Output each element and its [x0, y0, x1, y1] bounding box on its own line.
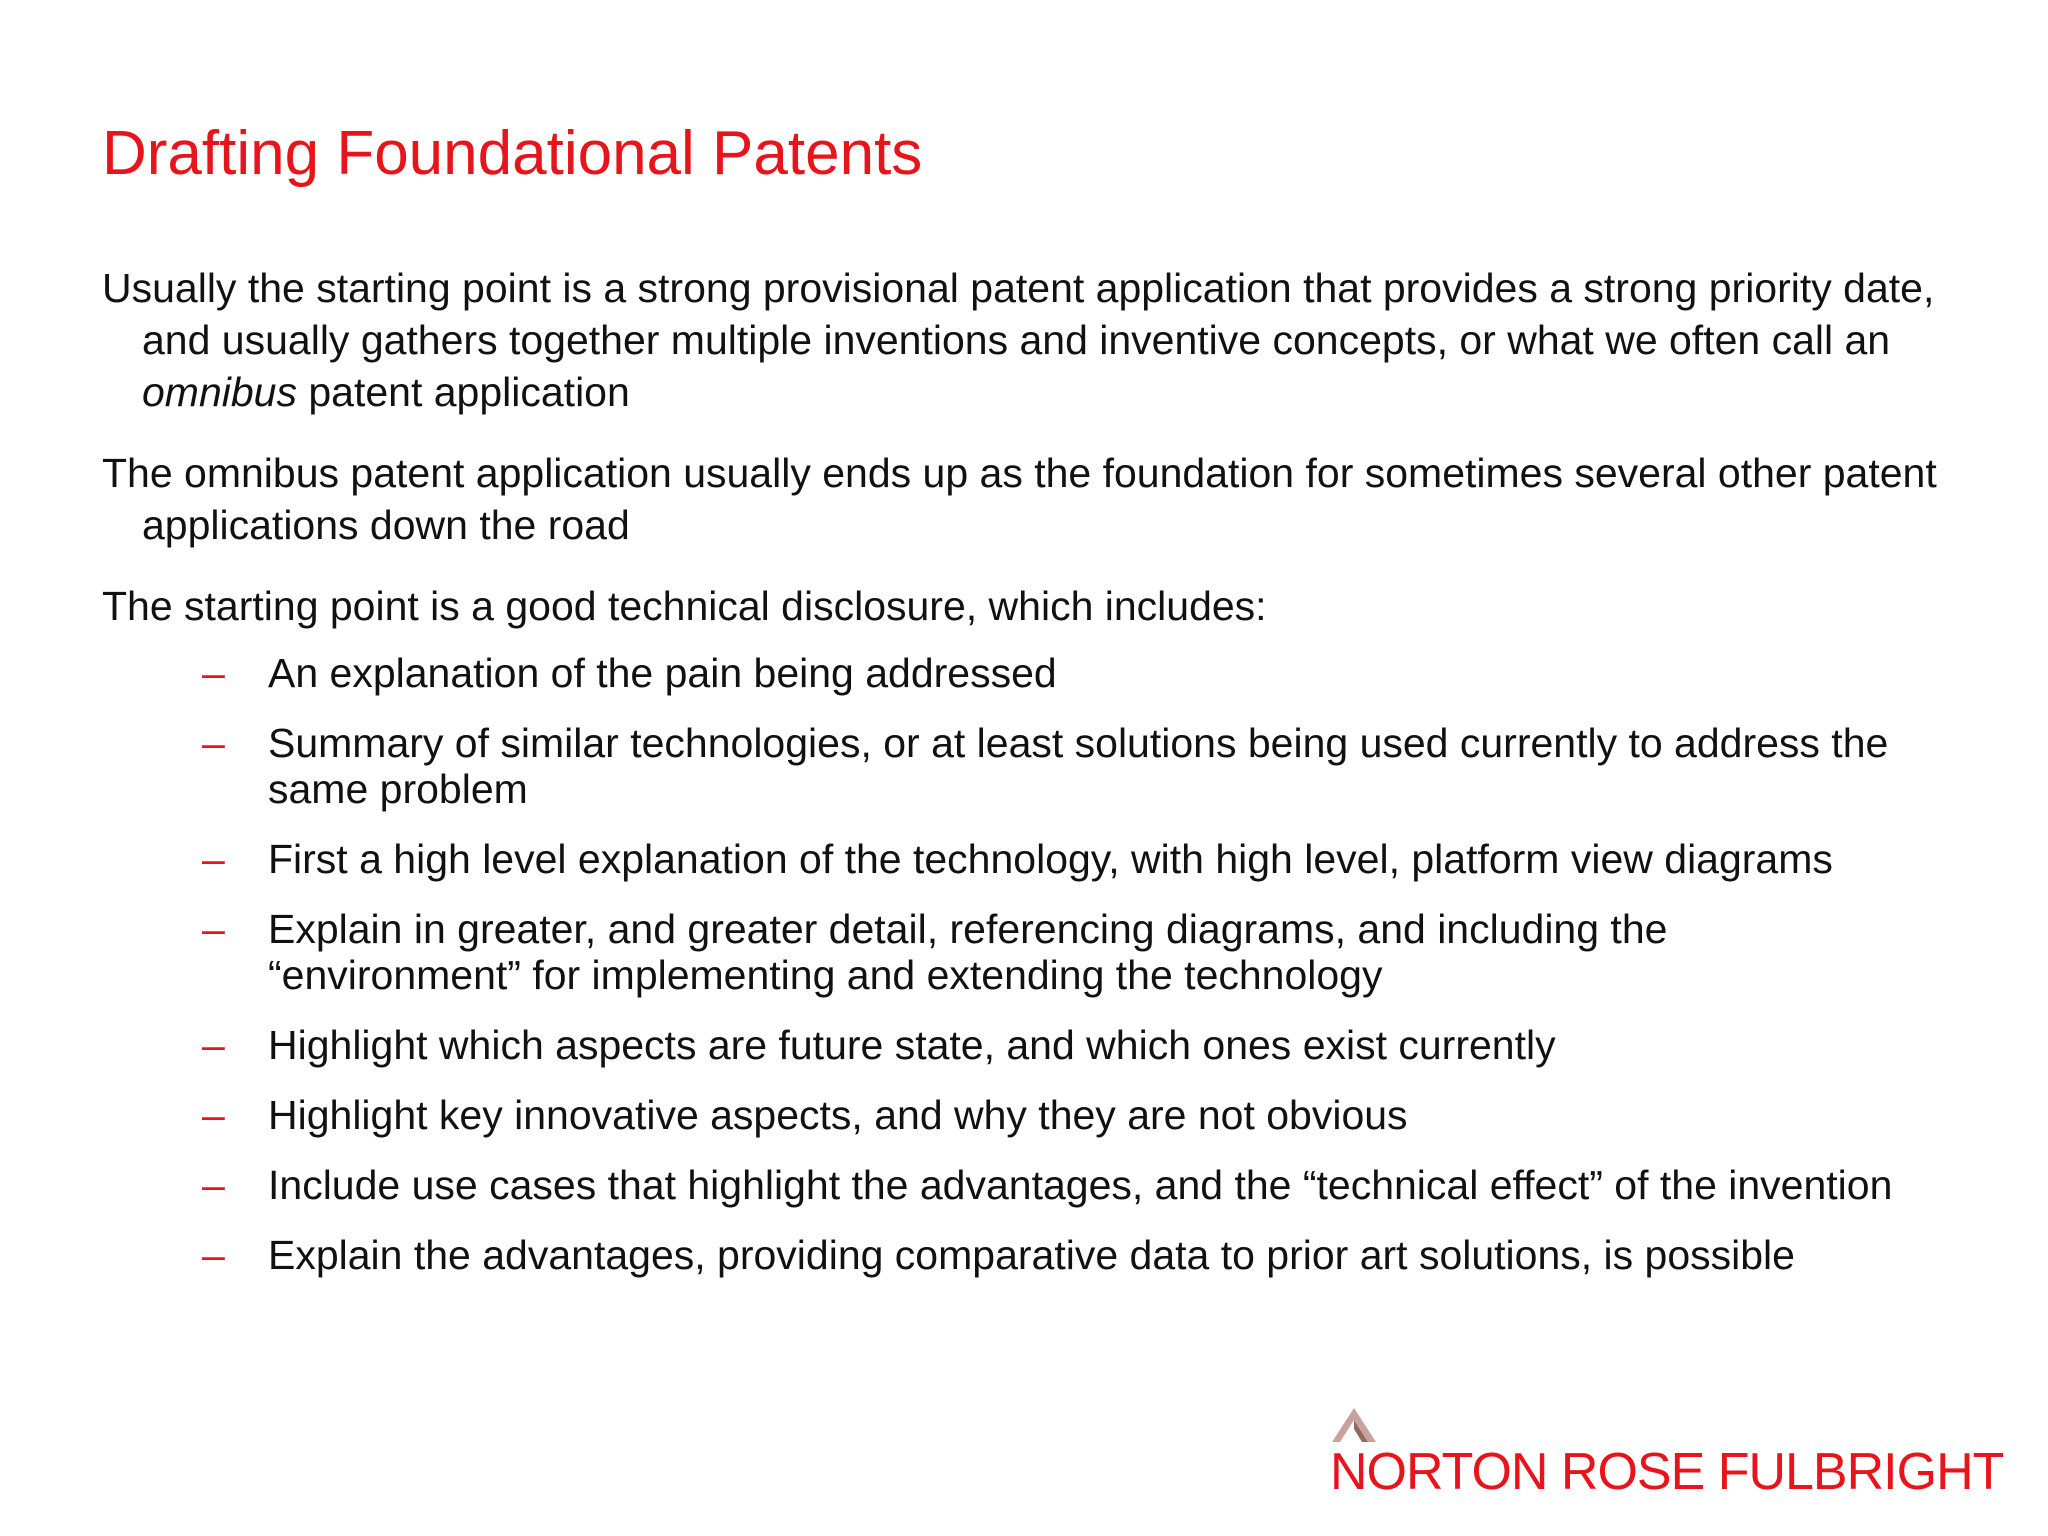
- paragraph-omnibus-foundation: The omnibus patent application usually ends up as the foundation for sometimes several other patent applications down the road: [102, 450, 1937, 548]
- bullet-item: [102, 1022, 1928, 1068]
- bullet-text: First a high level explanation of the technology, with high level, platform view diagrams: [268, 836, 1833, 882]
- bullet-text: Explain the advantages, providing comparative data to prior art solutions, is possible: [268, 1232, 1795, 1278]
- bullet-text: Highlight key innovative aspects, and why they are not obvious: [268, 1092, 1408, 1138]
- paragraph-omnibus-intro-text: Usually the starting point is a strong provisional patent application that provides a strong priority date, and usually gathers together multiple inventions and inventive concepts, or what we often call an: [102, 265, 1935, 363]
- slide-title: Drafting Foundational Patents: [102, 119, 923, 188]
- bullet-item: [102, 1162, 1928, 1208]
- bullet-dash: –: [202, 650, 225, 696]
- paragraph-omnibus-intro-end: patent application: [296, 369, 630, 415]
- disclosure-bullet-list: [102, 650, 1982, 1278]
- bullet-dash: –: [202, 1162, 225, 1208]
- bullet-dash: –: [202, 1022, 225, 1068]
- bullet-text: Summary of similar technologies, or at least solutions being used currently to address the same problem: [268, 720, 1889, 812]
- slide-body: [102, 262, 1982, 1302]
- bullet-item: [102, 650, 1928, 696]
- norton-rose-fulbright-logo: [1330, 1408, 2004, 1508]
- bullet-item: [102, 720, 1928, 812]
- bullet-item: [102, 906, 1928, 998]
- mountain-peak-icon: [1332, 1408, 1376, 1442]
- paragraph-technical-disclosure: The starting point is a good technical disclosure, which includes:: [102, 583, 1267, 629]
- bullet-text: Explain in greater, and greater detail, referencing diagrams, and including the “environment” for implementing and extending the technology: [268, 906, 1668, 998]
- bullet-item: [102, 1232, 1928, 1278]
- bullet-dash: –: [202, 836, 225, 882]
- bullet-dash: –: [202, 1232, 225, 1278]
- bullet-text: Highlight which aspects are future state, and which ones exist currently: [268, 1022, 1556, 1068]
- bullet-text: Include use cases that highlight the advantages, and the “technical effect” of the invention: [268, 1162, 1893, 1208]
- logo-wordmark: NORTON ROSE FULBRIGHT: [1330, 1443, 2004, 1501]
- bullet-dash: –: [202, 720, 225, 766]
- bullet-dash: –: [202, 906, 225, 952]
- bullet-item: [102, 1092, 1928, 1138]
- omnibus-emphasis: omnibus: [142, 369, 297, 415]
- paragraph-omnibus-intro: [102, 262, 1982, 418]
- bullet-item: [102, 836, 1928, 882]
- bullet-dash: –: [202, 1092, 225, 1138]
- bullet-text: An explanation of the pain being addressed: [268, 650, 1057, 696]
